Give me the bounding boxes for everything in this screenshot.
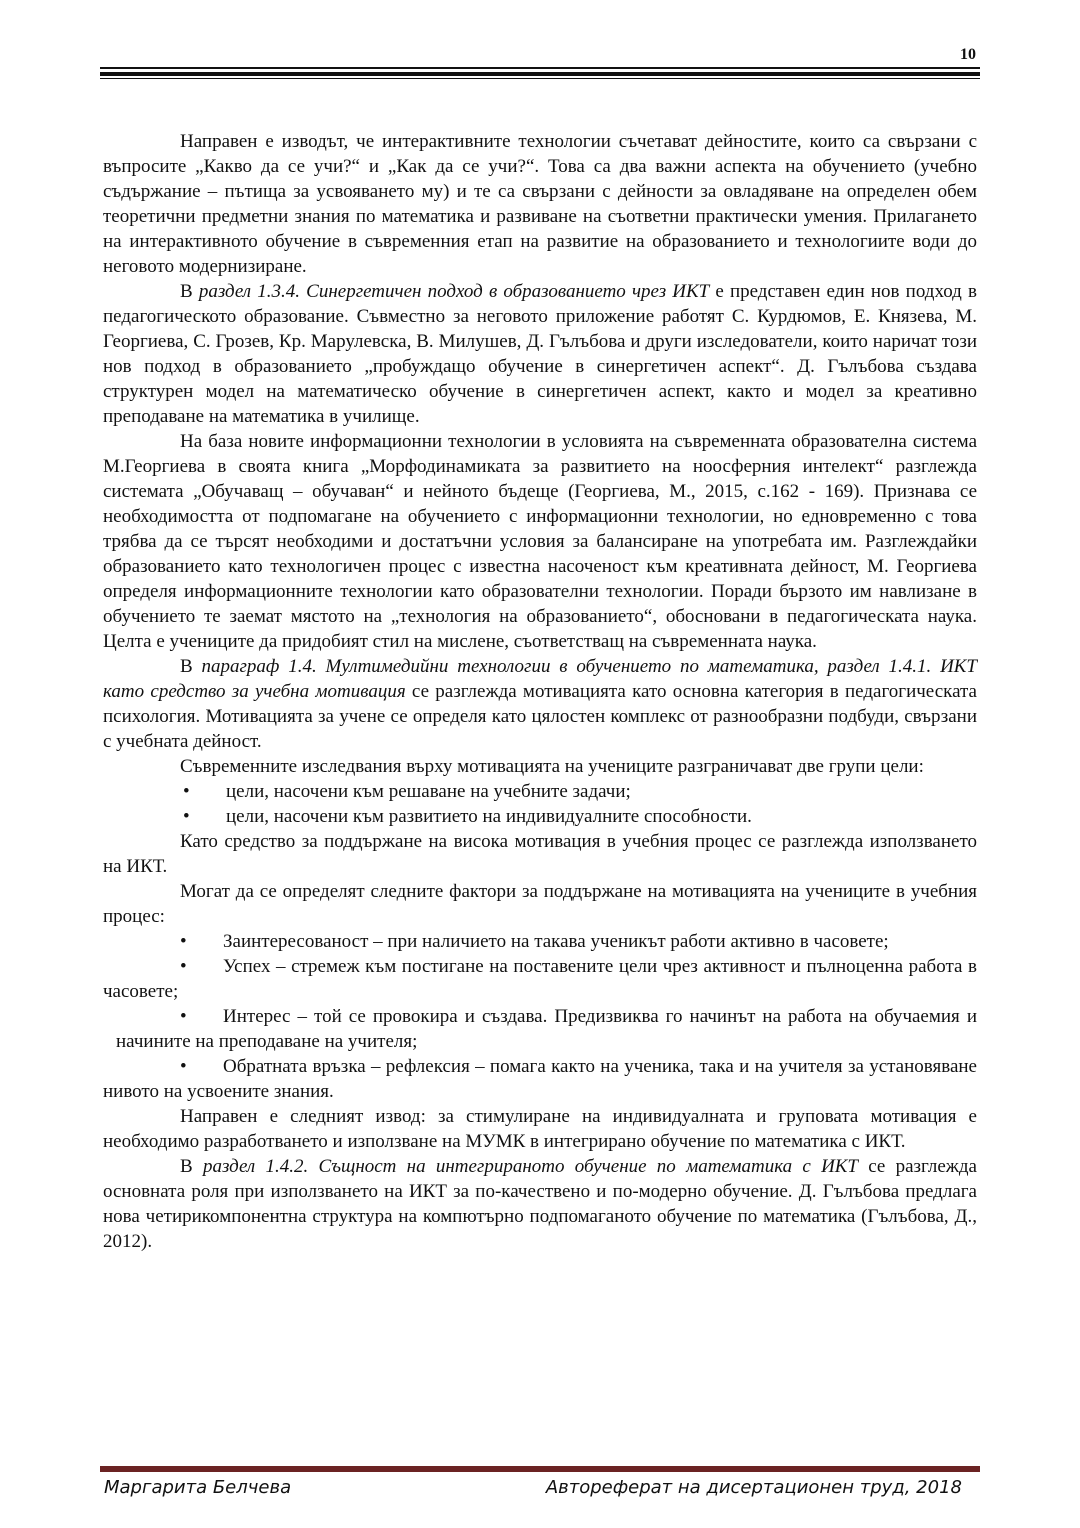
page-number: 10 [960,46,976,63]
document-body [103,129,977,1254]
list-item-goal [103,804,977,829]
header-rule-bottom [100,78,980,79]
list-item-factor [103,1054,977,1104]
paragraph-lead: В [180,656,202,677]
bullet-icon: • [180,1056,187,1077]
list-item-goal [103,779,977,804]
paragraph-text: е представен един нов подход в педагогическото образование. Съвместно за неговото приложение работят С. Курдюмов, Е. Князева, М. Георгиева, С. Грозев, Кр. Марулевска, В. Милушев, Д. Гълъбова и други изследователи, които наричат този нов подход в образованието „пробуждащо обучение в синергетичен аспект“. Д. Гълъбова създава структурен модел на математическо обучение в синергетичен аспект, както и модел за креативно преподаване на математика в училище. [103,281,977,427]
paragraph-integrated-learning [103,1154,977,1254]
list-item-factor [103,929,977,954]
paragraph-goal-groups: Съвременните изследвания върху мотивацията на учениците разграничават две групи цели: [180,756,924,777]
paragraph-synergetic-approach [103,279,977,429]
bullet-icon: • [180,956,187,977]
list-item-text: Интерес – той се провокира и създава. Предизвиква го начинът на работа на обучаемия и начините на преподаване на учителя; [116,1006,977,1052]
list-item-text: Успех – стремеж към постигане на поставените цели чрез активност и пълноценна работа в часовете; [103,956,977,1002]
paragraph-mumk-conclusion: Направен е следният извод: за стимулиране на индивидуалната и груповата мотивация е необходимо разработването и използване на МУМК в интегрирано обучение по математика с ИКТ. [103,1106,977,1152]
section-reference-1-4-2: раздел 1.4.2. Същност на интегрираното обучение по математика с ИКТ [202,1156,858,1177]
paragraph-text: се разглежда мотивацията като основна категория в педагогическата психология. Мотивацията за учене се определя като цялостен комплекс от разнообразни подбуди, свързани с учебната дейност. [103,681,977,752]
paragraph-conclusion-interactive: Направен е изводът, че интерактивните технологии съчетават дейностите, които са свързани с въпросите „Какво да се учи?“ и „Как да се учи?“. Това са два важни аспекта на обучението (учебно съдържание – пътища за усвояването му) и те са свързани с дейности за овладяване на определен обем теоретични предметни знания по математика и развиване на съответни практически умения. Прилагането на интерактивното обучение в съвременния етап на развитие на образованието и технологиите води до неговото модернизиране. [103,131,977,277]
paragraph-text: се разглежда основната роля при използването на ИКТ за по-качествено и по-модерно обучение. Д. Гълъбова предлага нова четирикомпонентна структура на компютърно подпомаганото обучение по математика (Гълъбова, Д., 2012). [103,1156,977,1252]
list-item-factor [103,1004,977,1054]
bullet-icon: • [183,781,190,802]
footer-author: Маргарита Белчева [104,1477,292,1498]
footer-rule [100,1466,980,1472]
list-item-text: Заинтересованост – при наличието на такава ученикът работи активно в часовете; [223,931,889,952]
paragraph-multimedia-motivation [103,654,977,754]
list-item-text: цели, насочени към решаване на учебните задачи; [226,781,631,802]
section-reference-1-3-4: раздел 1.3.4. Синергетичен подход в образованието чрез ИКТ [198,281,710,302]
paragraph-lead: В [180,1156,203,1177]
list-item-text: цели, насочени към развитието на индивидуалните способности. [226,806,752,827]
bullet-icon: • [183,806,190,827]
bullet-icon: • [180,931,187,952]
footer-document-title: Автореферат на дисертационен труд, 2018 [545,1477,962,1498]
header-rule-middle [100,72,980,76]
bullet-icon: • [180,1006,187,1027]
list-item-factor [103,954,977,1004]
paragraph-georgieva-book: На база новите информационни технологии в условията на съвременната образователна система М.Георгиева в своята книга „Морфодинамиката за развитието на ноосферния интелект“ разглежда системата „Обучаващ – обучаван“ и нейното бъдеще (Георгиева, М., 2015, с.162 - 169). Признава се необходимостта от подпомагане на обучението с информационни технологии, но едновременно с това трябва да се търсят необходими и достатъчни условия за балансиране на употребата им. Разглеждайки образованието като технологичен процес с известна насоченост към креативната дейност, М. Георгиева определя информационните технологии като образователни технологии. Поради бързото им навлизане в обучението те заемат мястото на „технология на образованието“, обосновани в педагогическата наука. Целта е учениците да придобият стил на мислене, съответстващ на съвременната наука. [103,431,977,652]
section-reference-1-4: параграф 1.4. Мултимедийни технологии в обучението по математика, раздел 1.4.1. ИКТ като средство за учебна мотивация [103,656,977,702]
paragraph-ict-motivation: Като средство за поддържане на висока мотивация в учебния процес се разглежда използването на ИКТ. [103,831,977,877]
paragraph-motivation-factors: Могат да се определят следните фактори за поддържане на мотивацията на учениците в учебния процес: [103,881,977,927]
list-item-text: Обратната връзка – рефлексия – помага както на ученика, така и на учителя за установяване нивото на усвоените знания. [103,1056,977,1102]
paragraph-lead: В [180,281,199,302]
header-rule-top [100,67,980,69]
